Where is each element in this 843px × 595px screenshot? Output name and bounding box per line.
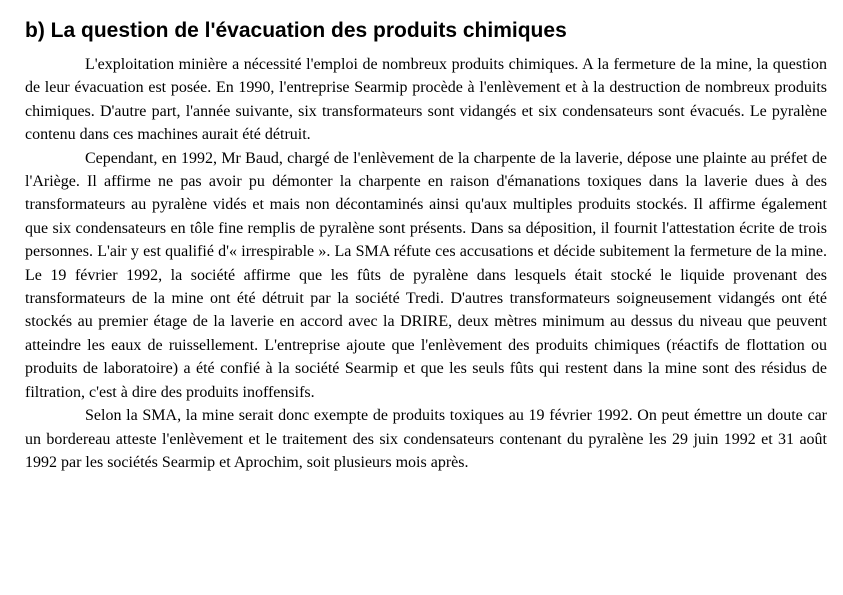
paragraph-3: Selon la SMA, la mine serait donc exempte de produits toxiques au 19 février 1992. On peut émettre un doute car un bordereau atteste l'enlèvement et le traitement des six condensateurs contenant du pyralène les 29 juin 1992 et 31 août 1992 par les sociétés Searmip et Aprochim, soit plusieurs mois après. (25, 407, 827, 471)
section-title: b) La question de l'évacuation des produits chimiques (25, 19, 567, 42)
document-page (25, 18, 827, 474)
paragraph-1: L'exploitation minière a nécessité l'emploi de nombreux produits chimiques. A la fermeture de la mine, la question de leur évacuation est posée. En 1990, l'entreprise Searmip procède à l'enlèvement et à la destruction de nombreux produits chimiques. D'autre part, l'année suivante, six transformateurs sont vidangés et six condensateurs sont évacués. Le pyralène contenu dans ces machines aurait été détruit. (25, 56, 827, 144)
paragraph-2: Cependant, en 1992, Mr Baud, chargé de l'enlèvement de la charpente de la laverie, dépose une plainte au préfet de l'Ariège. Il affirme ne pas avoir pu démonter la charpente en raison d'émanations toxiques dans la laverie dues à des transformateurs au pyralène vidés et mais non décontaminés ainsi qu'aux multiples produits stockés. Il affirme également que six condensateurs en tôle fine remplis de pyralène sont présents. Dans sa déposition, il fournit l'attestation écrite de trois personnes. L'air y est qualifié d'« irrespirable ». La SMA réfute ces accusations et décide subitement la fermeture de la mine. Le 19 février 1992, la société affirme que les fûts de pyralène dans lesquels était stocké le liquide provenant des transformateurs de la mine ont été détruit par la société Tredi. D'autres transformateurs soigneusement vidangés ont été stockés au premier étage de la laverie en accord avec la DRIRE, deux mètres minimum au dessus du niveau que peuvent atteindre les eaux de ruissellement. L'entreprise ajoute que l'enlèvement des produits chimiques (réactifs de flottation ou produits de laboratoire) a été confié à la société Searmip et que les seuls fûts qui restent dans la mine sont des résidus de filtration, c'est à dire des produits inoffensifs. (25, 149, 827, 401)
